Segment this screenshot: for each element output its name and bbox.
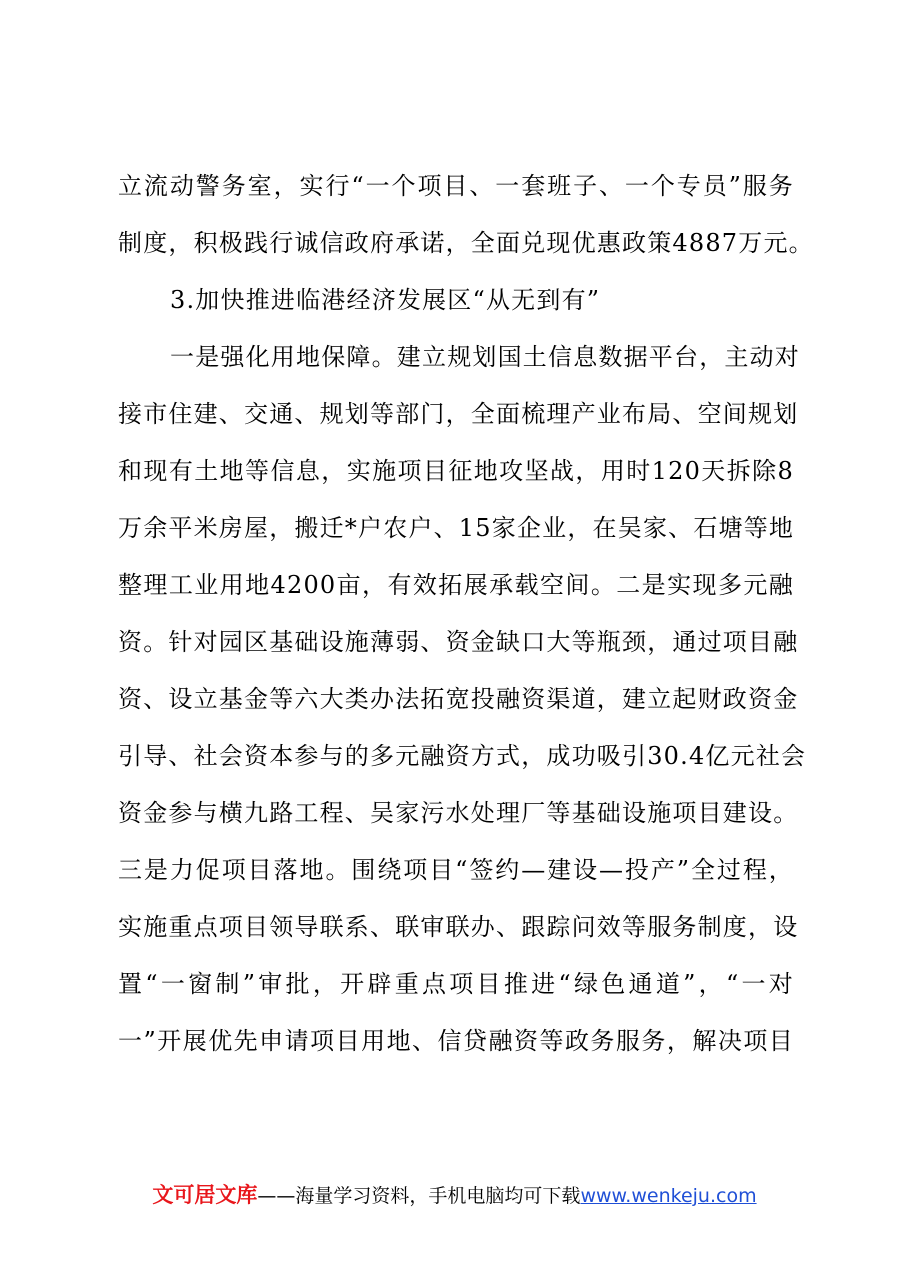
footer-slogan: 海量学习资料，手机电脑均可下载 xyxy=(295,1185,581,1207)
text-line-16: 一”开展优先申请项目用地、信贷融资等政务服务，解决项目 xyxy=(118,1027,794,1055)
text-line-8: 整理工业用地4200亩，有效拓展承载空间。二是实现多元融 xyxy=(118,571,794,599)
text-line-2: 制度，积极践行诚信政府承诺，全面兑现优惠政策4887万元。 xyxy=(118,229,814,257)
text-line-13: 三是力促项目落地。围绕项目“签约—建设—投产”全过程， xyxy=(118,856,794,884)
text-line-11: 引导、社会资本参与的多元融资方式，成功吸引30.4亿元社会 xyxy=(118,742,807,770)
text-line-10: 资、设立基金等六大类办法拓宽投融资渠道，建立起财政资金 xyxy=(118,685,799,713)
footer-banner xyxy=(0,1180,909,1211)
text-line-14: 实施重点项目领导联系、联审联办、跟踪问效等服务制度，设 xyxy=(118,913,799,941)
body-text xyxy=(118,158,814,1070)
text-line-12: 资金参与横九路工程、吴家污水处理厂等基础设施项目建设。 xyxy=(118,799,799,827)
brand-name: 文可居文库 xyxy=(152,1183,258,1207)
text-line-9: 资。针对园区基础设施薄弱、资金缺口大等瓶颈，通过项目融 xyxy=(118,628,799,656)
text-line-5: 接市住建、交通、规划等部门，全面梳理产业布局、空间规划 xyxy=(118,400,799,428)
website-link[interactable]: www.wenkeju.com xyxy=(580,1185,757,1207)
text-line-7: 万余平米房屋，搬迁*户农户、15家企业，在吴家、石塘等地 xyxy=(118,514,795,542)
text-line-1: 立流动警务室，实行“一个项目、一套班子、一个专员”服务 xyxy=(118,172,794,200)
text-line-4: 一是强化用地保障。建立规划国土信息数据平台，主动对 xyxy=(170,343,800,371)
footer-dash: —— xyxy=(257,1185,296,1207)
section-heading: 3.加快推进临港经济发展区“从无到有” xyxy=(170,286,601,314)
text-line-6: 和现有土地等信息，实施项目征地攻坚战，用时120天拆除8 xyxy=(118,457,794,485)
text-line-15: 置“一窗制”审批，开辟重点项目推进“绿色通道”，“一对 xyxy=(118,970,794,998)
